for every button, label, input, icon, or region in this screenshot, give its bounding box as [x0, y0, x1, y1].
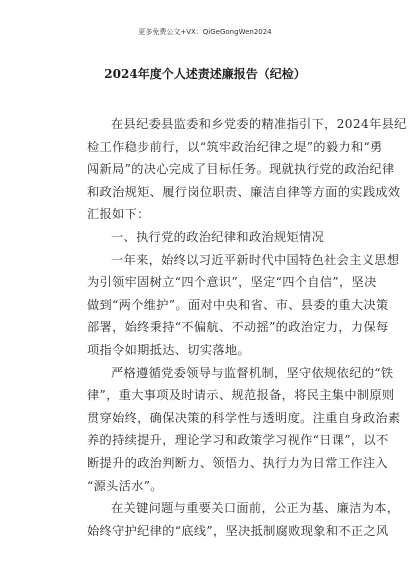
paragraph-line: 项指令如期抵达、切实落地。	[87, 342, 250, 357]
paragraph-line: 断提升的政治判断力、领悟力、执行力为日常工作注入	[87, 455, 388, 470]
paragraph-line: 为引领牢固树立“四个意识”，坚定“四个自信”，坚决	[87, 275, 377, 290]
paragraph-line: 汇报如下：	[87, 207, 150, 222]
paragraph-line: 在关键问题与重要关口面前，公正为基、廉洁为本，	[111, 501, 400, 516]
paragraph-line: “源头活水”。	[87, 478, 163, 493]
header-note: 更多免费公文+VX：QiGeGongWen2024	[138, 28, 272, 36]
paragraph-line: 贯穿始终，确保决策的科学性与透明度。注重自身政治素	[87, 410, 401, 425]
document-body	[87, 113, 407, 542]
paragraph-line: 在县纪委县监委和乡党委的精准指引下，2024年县纪	[111, 117, 407, 131]
section-heading: 一、执行党的政治纪律和政治规矩情况	[111, 229, 325, 244]
paragraph-line: 始终守护纪律的“底线”，坚决抵制腐败现象和不正之风	[87, 523, 389, 538]
paragraph-line: 闯新局”的决心完成了目标任务。现就执行党的政治纪律	[87, 162, 395, 177]
paragraph-line: 律”，重大事项及时请示、规范报备，将民主集中制原则	[87, 388, 395, 403]
paragraph-line: 检工作稳步前行，以“筑牢政治纪律之堤”的毅力和“勇	[87, 139, 383, 154]
paragraph-line: 养的持续提升，理论学习和政策学习视作“日课”，以不	[87, 433, 389, 448]
document-title: 2024年度个人述责述廉报告（纪检）	[104, 67, 306, 81]
paragraph-line: 做到“两个维护”。面对中央和省、市、县委的重大决策	[87, 297, 389, 312]
paragraph-line: 严格遵循党委领导与监督机制，坚守依规依纪的“铁	[111, 365, 394, 380]
paragraph-line: 一年来，始终以习近平新时代中国特色社会主义思想	[111, 252, 400, 267]
paragraph-line: 部署，始终秉持“不偏航、不动摇”的政治定力，力保每	[87, 320, 389, 335]
paragraph-line: 和政治规矩、履行岗位职责、廉洁自律等方面的实践成效	[87, 184, 401, 199]
